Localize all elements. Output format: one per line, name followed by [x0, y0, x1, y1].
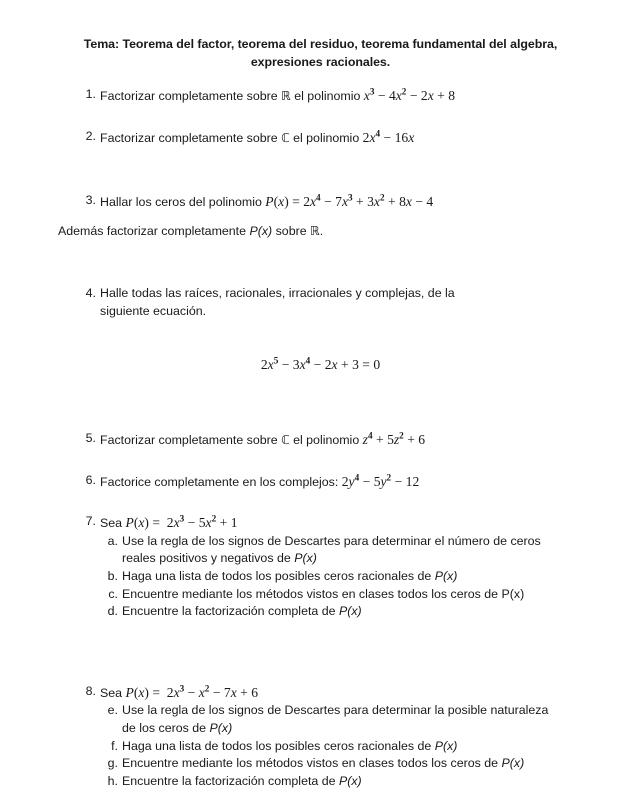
- sublist-item-7d: [0, 603, 641, 621]
- list-item-4: [0, 285, 641, 320]
- math-expression: $P(x) = 2x^4 - 7x^3 + 3x^2 + 8x - 4$: [265, 192, 434, 210]
- list-marker: 4.: [85, 286, 96, 301]
- sublist-item-8f: [0, 738, 641, 756]
- item-text-mid: el polinomio: [290, 88, 364, 103]
- page-title-line-1: Tema: Teorema del factor, teorema del residuo, teorema fundamental del: [83, 37, 507, 51]
- extra-text-after: sobre: [272, 223, 311, 238]
- sublist-marker: h.: [107, 773, 118, 788]
- sublist-marker: a.: [107, 533, 118, 548]
- subitem-text: Encuentre mediante los métodos vistos en clases todos los ceros de: [122, 756, 502, 771]
- polynomial-label: P(x): [434, 568, 458, 583]
- polynomial-label: P(x): [338, 604, 362, 619]
- spacer: [0, 240, 641, 285]
- sublist-item-text: [122, 703, 548, 735]
- sublist-item-text: [122, 569, 457, 583]
- spacer: [0, 491, 641, 513]
- list-item-text: [100, 472, 420, 489]
- page-title: [0, 0, 641, 72]
- list-item-6: [0, 472, 641, 492]
- sublist-item-text: [122, 604, 362, 618]
- additional-instruction-line: [0, 223, 641, 241]
- sublist-item-7c: [0, 586, 641, 604]
- list-marker: 7.: [85, 514, 96, 529]
- item-text-before: Factorizar completamente sobre: [100, 130, 282, 145]
- subitem-text: Encuentre mediante los métodos vistos en clases todos los ceros de: [122, 586, 502, 601]
- sublist-marker: b.: [107, 568, 118, 583]
- page-title-line-2: algebra, expresiones racionales.: [250, 37, 558, 69]
- sublist-item-text: [122, 534, 541, 566]
- list-item-text: [100, 513, 238, 531]
- item-text-before: Factorizar completamente sobre: [100, 432, 282, 447]
- polynomial-label: P(x): [501, 586, 525, 601]
- list-item-text: [100, 192, 434, 210]
- subitem-text: Haga una lista de todos los posibles ceros racionales de: [122, 738, 435, 753]
- sublist-item-7a: [0, 533, 641, 568]
- list-item-text: [100, 430, 426, 447]
- list-marker: 8.: [85, 683, 96, 698]
- sublist-item-text: [122, 739, 457, 753]
- subitem-text: Encuentre la factorización completa de: [122, 773, 339, 788]
- spacer: [0, 147, 641, 192]
- sublist-item-8e: [0, 702, 641, 737]
- subitem-text: Encuentre la factorización completa de: [122, 604, 339, 619]
- list-marker: 2.: [85, 128, 96, 143]
- real-set-symbol: ℝ: [310, 223, 320, 238]
- item-text-before: Factorice completamente en los complejos:: [100, 474, 342, 489]
- spacer: [0, 419, 641, 430]
- list-marker: 6.: [85, 472, 96, 487]
- item-text-before: Hallar los ceros del polinomio: [100, 195, 266, 210]
- math-expression: $z^4 + 5z^2 + 6$: [362, 430, 426, 447]
- item-text-mid: el polinomio: [289, 130, 363, 145]
- sublist-marker: c.: [108, 586, 118, 601]
- complex-set-symbol: ℂ: [281, 432, 290, 447]
- math-expression: $2x^4 - 16x$: [362, 128, 415, 145]
- list-item-2: [0, 128, 641, 148]
- subitem-text: Haga una lista de todos los posibles ceros racionales de: [122, 568, 435, 583]
- spacer: [0, 72, 641, 86]
- sublist-item-7b: [0, 568, 641, 586]
- polynomial-label: P(x): [294, 551, 317, 566]
- spacer: [0, 666, 641, 683]
- list-item-text: [100, 683, 259, 700]
- sublist-item-text: [122, 774, 362, 788]
- polynomial-label: P(x): [338, 773, 362, 788]
- spacer: [0, 450, 641, 472]
- sublist-marker: f.: [111, 738, 118, 753]
- polynomial-label: P(x): [249, 223, 273, 238]
- item-text-before: Factorizar completamente sobre: [100, 88, 282, 103]
- sublist-marker: g.: [107, 756, 118, 771]
- list-item-5: [0, 430, 641, 450]
- extra-text-period: .: [319, 223, 324, 238]
- polynomial-label: P(x): [501, 756, 525, 771]
- subitem-text: Use la regla de los signos de Descartes para determinar el número de ceros reales positivos y negativos de: [122, 533, 541, 566]
- item-text-mid: el polinomio: [289, 432, 363, 447]
- complex-set-symbol: ℂ: [281, 130, 290, 145]
- sublist-item-8g: [0, 755, 641, 773]
- list-item-text: Halle todas las raíces, racionales, irracionales y complejas, de la siguiente ecuación.: [100, 286, 455, 319]
- polynomial-label: P(x): [209, 721, 233, 736]
- sublist-item-text: [122, 587, 524, 601]
- spacer: [0, 321, 641, 355]
- sublist-marker: d.: [107, 604, 118, 619]
- subitem-text: Use la regla de los signos de Descartes para determinar la posible naturaleza de los ceros de: [122, 703, 549, 736]
- list-item-text: [100, 128, 415, 145]
- math-expression: $2y^4 - 5y^2 - 12$: [341, 472, 420, 489]
- list-item-8: [0, 683, 641, 703]
- list-marker: 1.: [85, 86, 96, 101]
- list-item-3: [0, 192, 641, 212]
- sublist-item-text: [122, 756, 524, 770]
- list-item-1: [0, 86, 641, 106]
- sublist-item-8h: [0, 773, 641, 791]
- spacer: [0, 212, 641, 223]
- sublist-marker: e.: [107, 703, 118, 718]
- polynomial-label: P(x): [434, 738, 458, 753]
- spacer: [0, 621, 641, 666]
- real-set-symbol: ℝ: [281, 88, 291, 103]
- extra-text-before: Además factorizar completamente: [58, 223, 250, 238]
- list-item-text: [100, 86, 456, 103]
- math-expression: $P(x) = 2x^3 - 5x^2 + 1$: [125, 513, 238, 531]
- list-item-7: [0, 513, 641, 533]
- list-marker: 5.: [85, 430, 96, 445]
- item-text-before: Sea: [100, 516, 126, 531]
- math-expression: $x^3 - 4x^2 - 2x + 8$: [363, 86, 456, 103]
- math-expression: $2x^5 - 3x^4 - 2x + 3 = 0$: [260, 355, 381, 372]
- spacer: [0, 106, 641, 128]
- math-expression: $P(x) = 2x^3 - x^2 - 7x + 6$: [125, 683, 259, 700]
- list-marker: 3.: [85, 193, 96, 208]
- centered-equation-4: [0, 355, 641, 374]
- item-text-before: Sea: [100, 685, 126, 700]
- spacer: [0, 374, 641, 419]
